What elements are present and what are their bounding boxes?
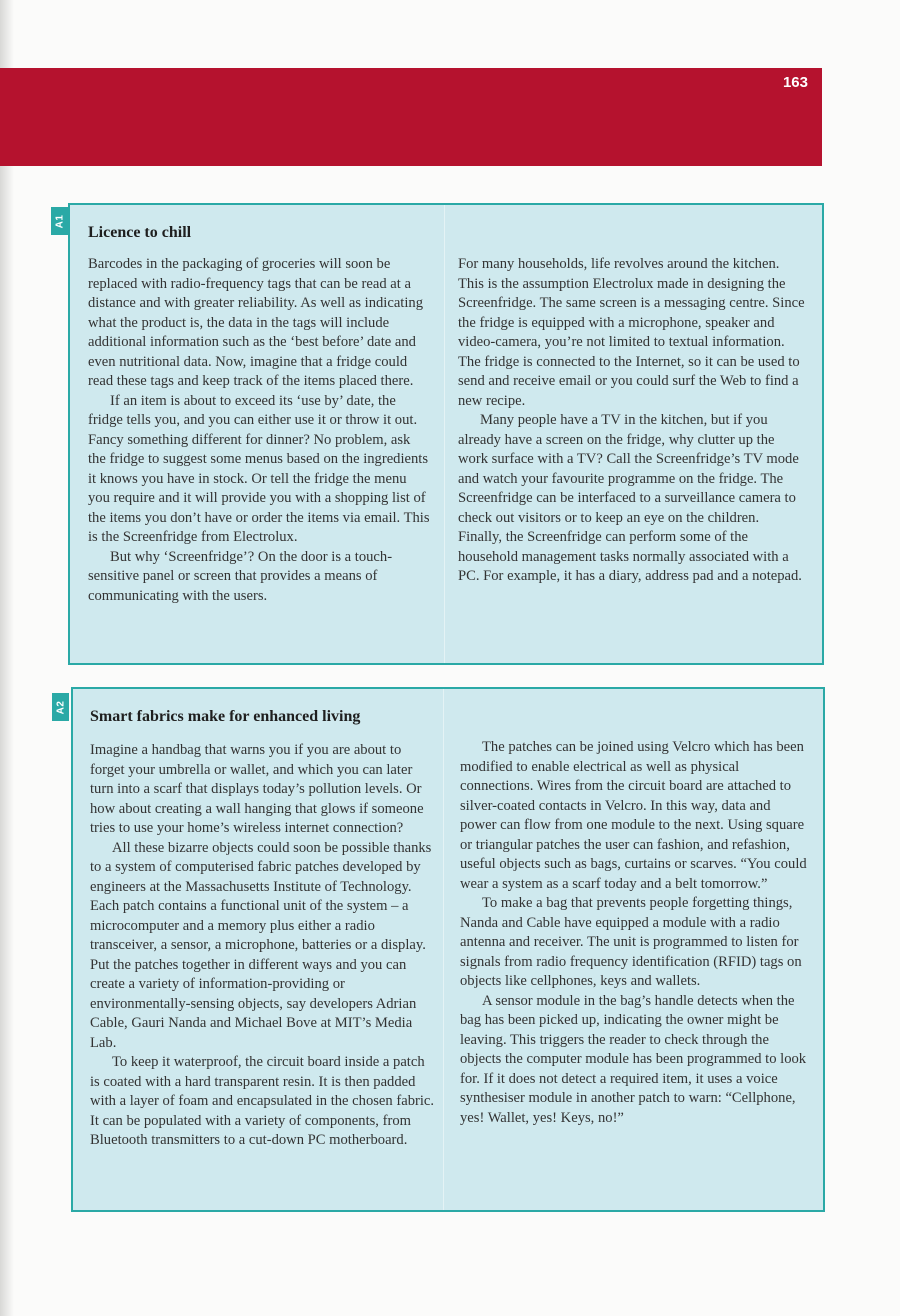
paragraph: To make a bag that prevents people forgetting things, Nanda and Cable have equipped a module with a radio antenna and receiver. The unit is programmed to listen for signals from radio frequency identification (RFID) tags on objects like cellphones, keys and wallets. [460, 895, 802, 989]
page-number: 163 [782, 74, 808, 91]
article-a1-column-2 [458, 255, 808, 587]
paragraph: But why ‘Screenfridge’? On the door is a touch-sensitive panel or screen that provides a means of communicating with the users. [88, 548, 393, 604]
article-a2-column-1 [90, 741, 435, 1151]
paragraph: For many households, life revolves around the kitchen. This is the assumption Electrolux made in designing the Screenfridge. The same screen is a messaging centre. Since the fridge is equipped with a microphone, speaker and video-camera, you’re not limited to textual information. The fridge is connected to the Internet, so it can be used to send and receive email or you could surf the Web to find a new recipe. [458, 256, 805, 409]
paragraph: Barcodes in the packaging of groceries will soon be replaced with radio-frequency tags that can be read at a distance and with greater reliability. As well as indicating what the product is, the data in the tags will include additional information such as the ‘best before’ date and even nutritional data. Now, imagine that a fridge could read these tags and keep track of the items placed there. [88, 256, 424, 389]
paragraph: A sensor module in the bag’s handle detects when the bag has been picked up, indicating the owner might be leaving. This triggers the reader to check through the objects the computer module has been programmed to look for. If it does not detect a required item, it uses a voice synthesiser module in another patch to warn: “Cellphone, yes! Wallet, yes! Keys, no!” [460, 992, 807, 1126]
paragraph: To keep it waterproof, the circuit board inside a patch is coated with a hard transparent resin. It is then padded with a layer of foam and encapsulated in the chosen fabric. It can be populated with a variety of components, from Bluetooth transmitters to a cut-down PC motherboard. [90, 1054, 435, 1148]
article-a2-title: Smart fabrics make for enhanced living [90, 708, 361, 725]
article-a1-tab-label: A1 [53, 214, 65, 228]
article-a1-tab [51, 207, 68, 235]
paragraph: Imagine a handbag that warns you if you are about to forget your umbrella or wallet, and which you can later turn into a scarf that displays today’s pollution levels. Or how about creating a wall hanging that glows if someone tries to use your home’s wireless internet connection? [90, 742, 424, 836]
article-a1-title: Licence to chill [88, 224, 192, 241]
paragraph: Many people have a TV in the kitchen, but if you already have a screen on the fridge, why clutter up the work surface with a TV? Call the Screenfridge’s TV mode and watch your favourite programme on the fridge. The Screenfridge can be interfaced to a surveillance camera to check out visitors or to keep an eye on the children. [458, 412, 799, 526]
article-a2-tab-label: A2 [54, 700, 66, 714]
paragraph: Finally, the Screenfridge can perform some of the household management tasks normally associated with a PC. For example, it has a diary, address pad and a notepad. [458, 529, 802, 584]
column-divider [443, 689, 444, 1210]
paragraph: All these bizarre objects could soon be possible thanks to a system of computerised fabric patches developed by engineers at the Massachusetts Institute of Technology. Each patch contains a functional unit of the system – a microcomputer and a memory plus either a radio transceiver, a sensor, a microphone, batteries or a display. Put the patches together in different ways and you can create a variety of information-providing or environmentally-sensing objects, say developers Adrian Cable, Gauri Nanda and Michael Bove at MIT’s Media Lab. [90, 839, 432, 1051]
header-band [0, 68, 822, 166]
article-a2-tab [52, 693, 69, 721]
column-divider [444, 205, 445, 663]
paragraph: If an item is about to exceed its ‘use by’ date, the fridge tells you, and you can either use it or throw it out. Fancy something different for dinner? No problem, ask the fridge to suggest some menus based on the ingredients it knows you have in stock. Or tell the fridge the menu you require and it will provide you with a shopping list of the items you don’t have or order the items via email. This is the Screenfridge from Electrolux. [88, 392, 430, 545]
paragraph: The patches can be joined using Velcro which has been modified to enable electrical as well as physical connections. Wires from the circuit board are attached to silver-coated contacts in Velcro. In this way, data and power can flow from one module to the next. Using square or triangular patches the user can fashion, and refashion, useful objects such as bags, curtains or scarves. “You could wear a system as a scarf today and a belt tomorrow.” [460, 739, 807, 892]
page-edge-shadow [0, 0, 14, 1316]
article-a1-column-1 [88, 255, 430, 606]
article-a2-column-2 [460, 738, 808, 1128]
